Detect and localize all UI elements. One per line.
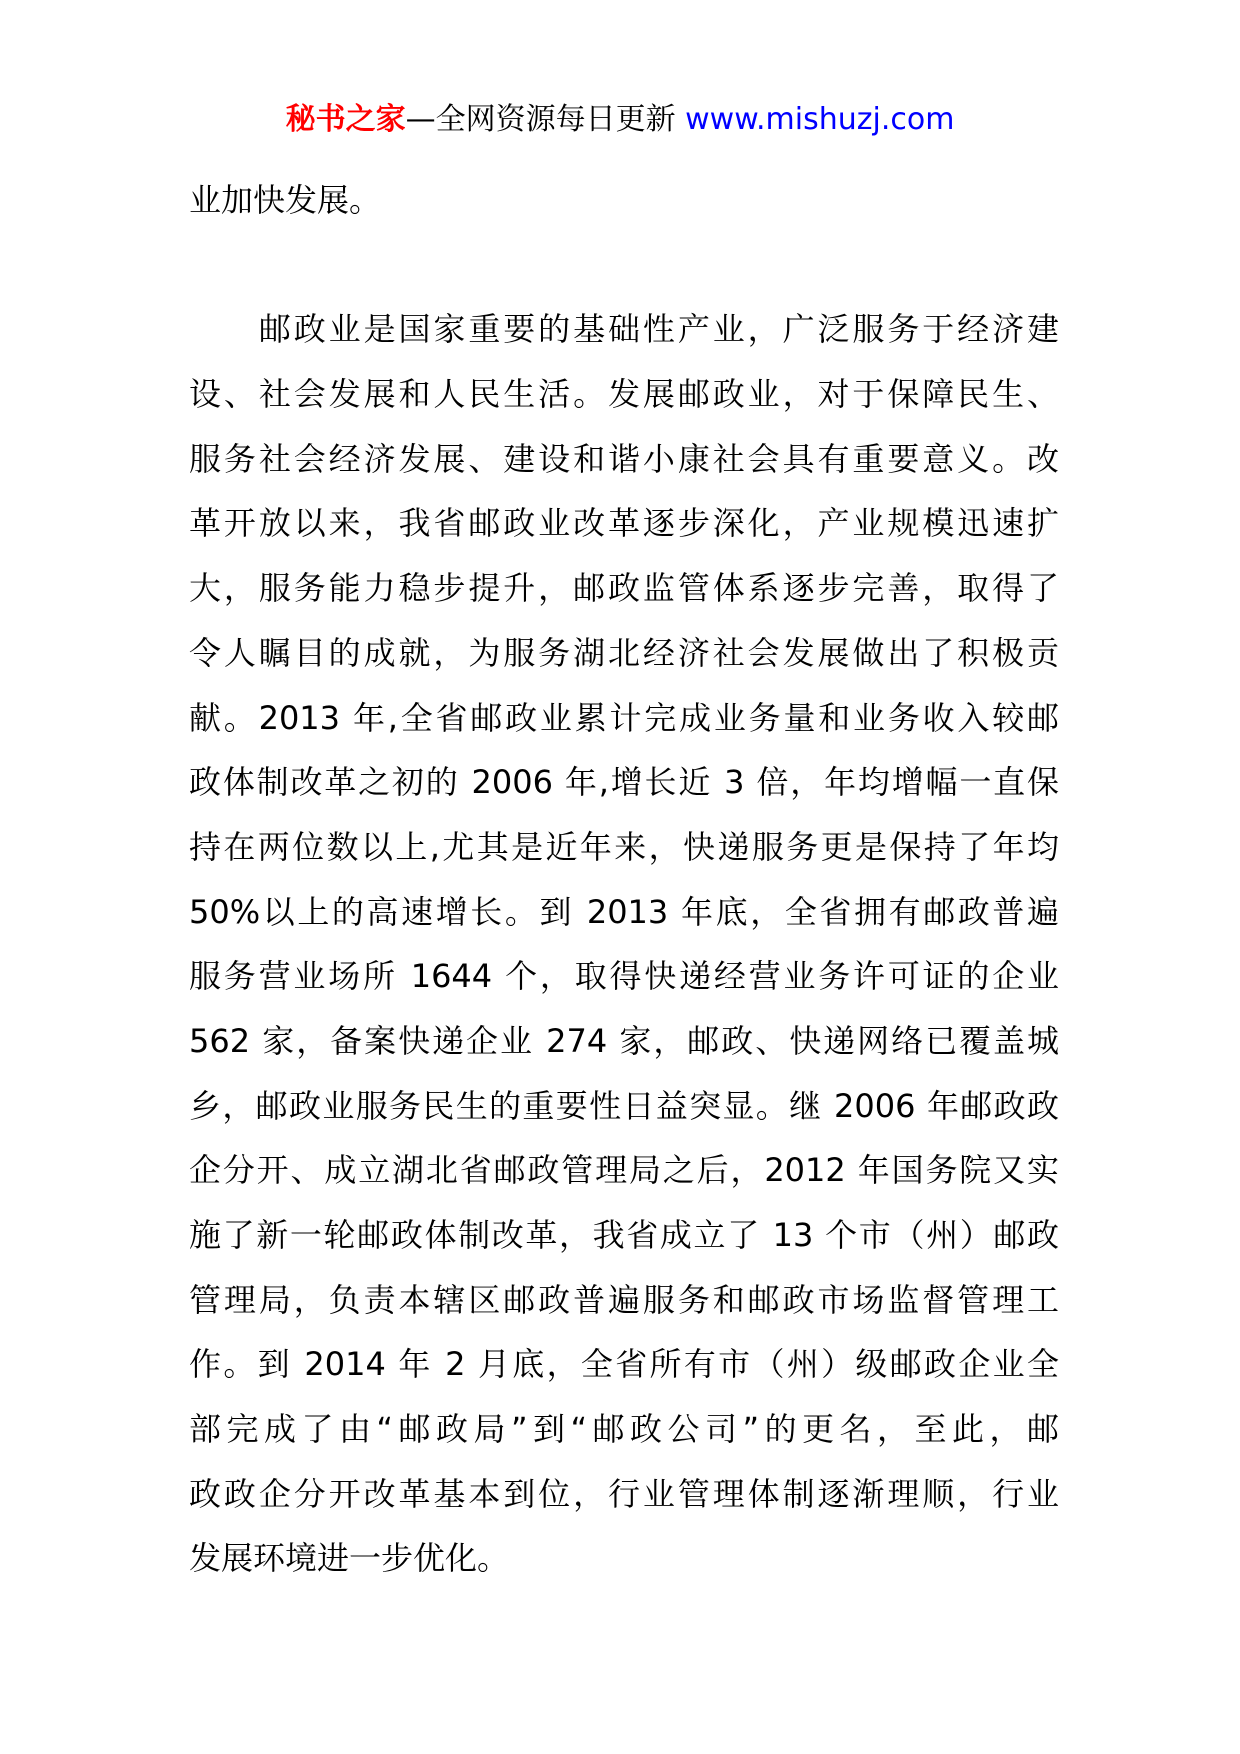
text-line: 献。2013 年,全省邮政业累计完成业务量和业务收入较邮 <box>189 698 1059 737</box>
text-line: 作。到 2014 年 2 月底，全省所有市（州）级邮政企业全 <box>189 1345 1059 1384</box>
text-line: 部完成了由“邮政局”到“邮政公司”的更名，至此，邮 <box>189 1410 1059 1449</box>
text-line: 革开放以来，我省邮政业改革逐步深化，产业规模迅速扩 <box>189 504 1059 543</box>
text-line: 业加快发展。 <box>189 181 382 219</box>
text-line: 施了新一轮邮政体制改革，我省成立了 13 个市（州）邮政 <box>189 1216 1059 1254</box>
text-line: 政体制改革之初的 2006 年,增长近 3 倍，年均增幅一直保 <box>189 763 1059 802</box>
text-line: 设、社会发展和人民生活。发展邮政业，对于保障民生、 <box>189 375 1059 414</box>
header-tagline: —全网资源每日更新 <box>405 102 676 137</box>
text-line: 邮政业是国家重要的基础性产业，广泛服务于经济建 <box>189 310 1059 349</box>
header-brand: 秘书之家 <box>285 102 406 137</box>
text-line: 政政企分开改革基本到位，行业管理体制逐渐理顺，行业 <box>189 1474 1059 1513</box>
text-line: 发展环境进一步优化。 <box>189 1539 510 1578</box>
text-line: 持在两位数以上,尤其是近年来，快递服务更是保持了年均 <box>189 827 1059 866</box>
text-line: 服务社会经济发展、建设和谐小康社会具有重要意义。改 <box>189 439 1059 478</box>
text-line: 服务营业场所 1644 个，取得快递经营业务许可证的企业 <box>189 957 1059 996</box>
text-line: 562 家，备案快递企业 274 家，邮政、快递网络已覆盖城 <box>189 1021 1059 1060</box>
paragraph-2 <box>189 297 1059 1591</box>
text-line: 大，服务能力稳步提升，邮政监管体系逐步完善，取得了 <box>189 569 1059 608</box>
paragraph-spacer <box>189 233 1059 298</box>
header-url-link[interactable]: www.mishuzj.com <box>685 102 955 137</box>
text-line: 乡，邮政业服务民生的重要性日益突显。继 2006 年邮政政 <box>189 1086 1059 1125</box>
text-line: 管理局，负责本辖区邮政普遍服务和邮政市场监督管理工 <box>189 1280 1059 1319</box>
document-body <box>189 168 1059 1591</box>
watermark-header <box>0 98 1240 142</box>
paragraph-1 <box>189 168 1059 233</box>
text-line: 令人瞩目的成就，为服务湖北经济社会发展做出了积极贡 <box>189 633 1059 672</box>
text-line: 企分开、成立湖北省邮政管理局之后，2012 年国务院又实 <box>189 1151 1059 1190</box>
text-line: 50%以上的高速增长。到 2013 年底，全省拥有邮政普遍 <box>189 892 1059 931</box>
